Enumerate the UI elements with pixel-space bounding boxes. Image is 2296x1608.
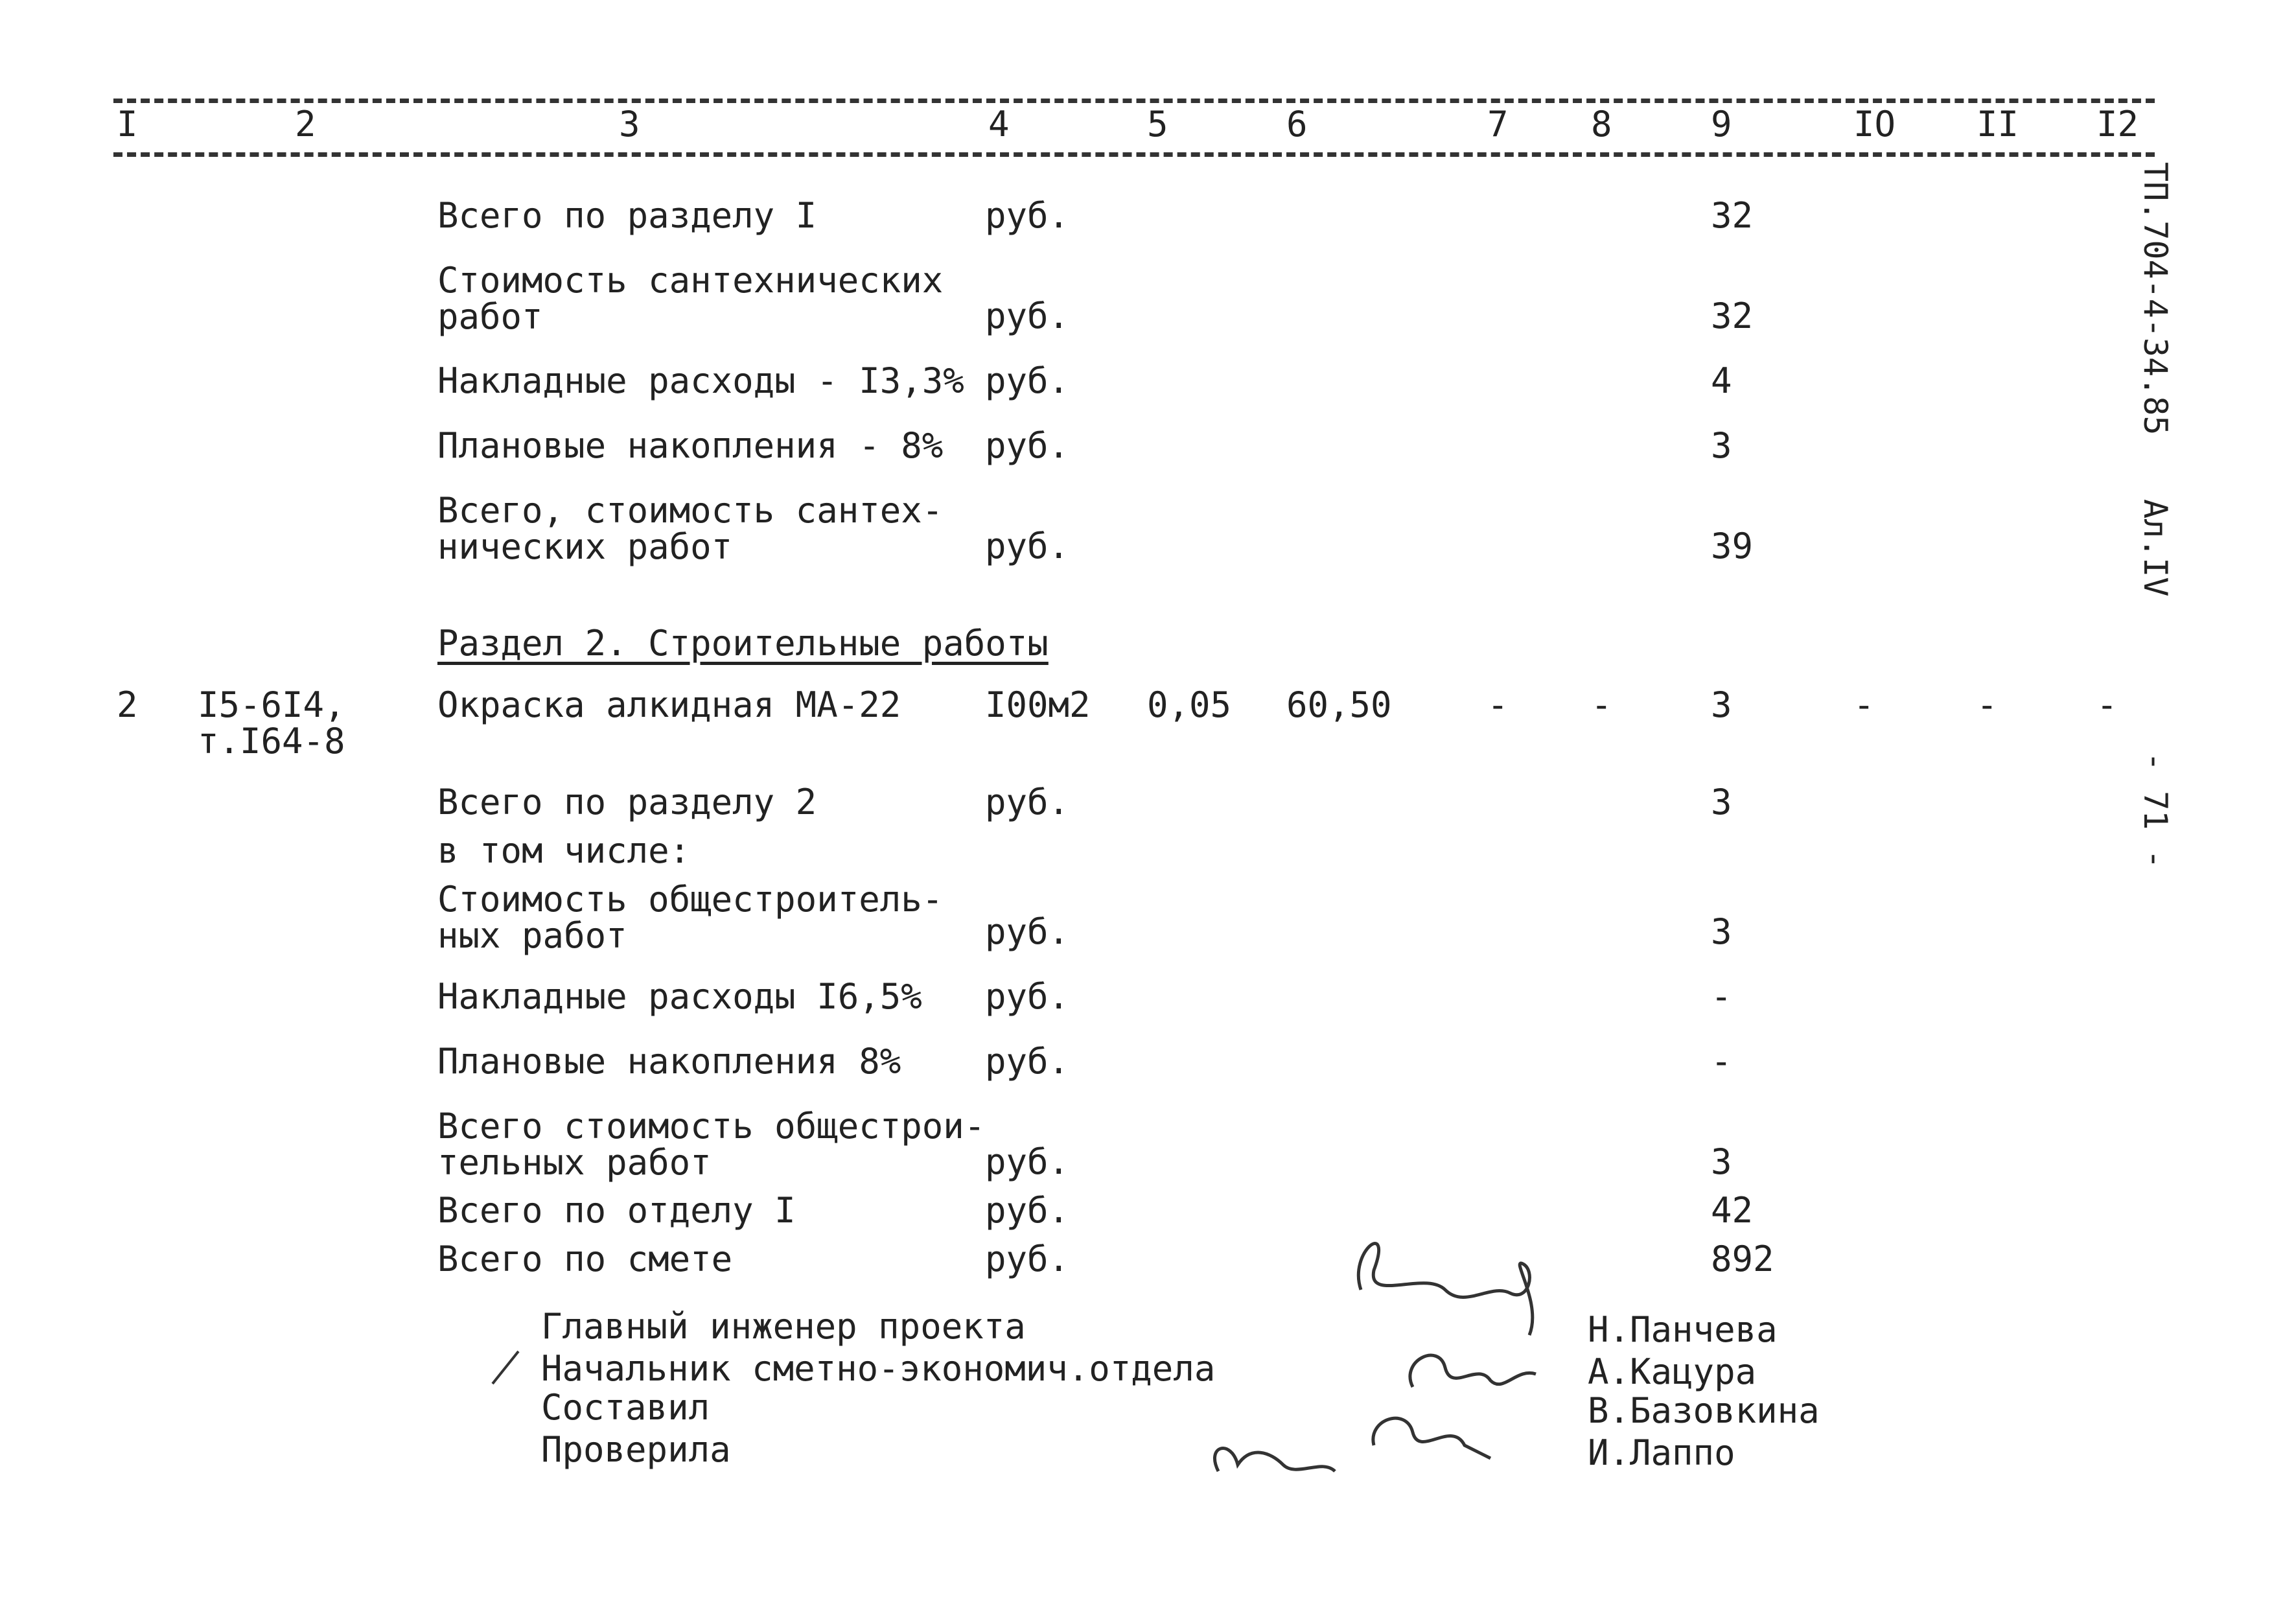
row-name: Окраска алкидная МА-22 <box>437 684 901 725</box>
row-total: 42 <box>1711 1190 1754 1231</box>
row-quantity: 0,05 <box>1147 684 1232 725</box>
row-total: 32 <box>1711 195 1754 236</box>
signer-name: Н.Панчева <box>1588 1309 1778 1350</box>
signer-title: Составил <box>541 1387 710 1428</box>
signer-title: Проверила <box>541 1429 731 1470</box>
row-unit: руб. <box>985 425 1070 466</box>
signature-checker <box>1214 1449 1335 1471</box>
row-col10: - <box>1853 684 1875 725</box>
row-name: в том числе: <box>437 830 691 871</box>
side-album-label: Ал.IV <box>2137 499 2174 597</box>
column-number-5: 5 <box>1147 104 1168 145</box>
row-unit: руб. <box>985 782 1070 822</box>
row-unit-price: 60,50 <box>1286 684 1392 725</box>
row-name: Всего по разделу 2 <box>437 782 817 822</box>
row-unit: руб. <box>985 1190 1070 1231</box>
section-heading: Раздел 2. Строительные работы <box>437 623 1049 664</box>
row-unit: руб. <box>985 1041 1070 1082</box>
row-code: I5-6I4, т.I64-8 <box>198 684 345 762</box>
row-name: Стоимость общестроитель- ных работ <box>437 879 944 956</box>
row-unit: руб. <box>985 195 1070 236</box>
column-number-1: I <box>117 104 138 145</box>
column-number-3: 3 <box>619 104 640 145</box>
row-total: 3 <box>1711 911 1732 952</box>
row-name: Всего, стоимость сантех- нических работ <box>437 490 944 567</box>
row-name: Всего по отделу I <box>437 1190 796 1231</box>
row-total: 3 <box>1711 782 1732 822</box>
row-total: 39 <box>1711 526 1754 566</box>
column-number-12: I2 <box>2096 104 2139 145</box>
row-unit: I00м2 <box>985 684 1091 725</box>
signature-compiler <box>1373 1418 1490 1458</box>
row-unit: руб. <box>985 1239 1070 1279</box>
side-document-code: ТП.704-4-34.85 <box>2137 162 2174 436</box>
row-name: Плановые накопления 8% <box>437 1041 901 1082</box>
signature-head-of-department <box>1410 1355 1536 1387</box>
column-number-10: IO <box>1853 104 1896 145</box>
row-total: 3 <box>1711 684 1732 725</box>
column-number-9: 9 <box>1711 104 1732 145</box>
row-name: Накладные расходы I6,5% <box>437 976 922 1017</box>
row-unit: руб. <box>985 360 1070 401</box>
signer-title: Главный инженер проекта <box>541 1306 1026 1347</box>
row-name: Всего по разделу I <box>437 195 817 236</box>
row-name: Стоимость сантехнических работ <box>437 260 944 337</box>
pencil-mark <box>493 1351 518 1384</box>
signer-name: А.Кацура <box>1588 1351 1757 1392</box>
row-col8: - <box>1591 684 1612 725</box>
row-total: 892 <box>1711 1239 1774 1279</box>
column-number-8: 8 <box>1591 104 1612 145</box>
column-number-4: 4 <box>988 104 1010 145</box>
row-name: Накладные расходы - I3,3% <box>437 360 964 401</box>
column-number-11: II <box>1977 104 2019 145</box>
row-total: 32 <box>1711 296 1754 336</box>
row-total: - <box>1711 1041 1732 1082</box>
row-total: - <box>1711 976 1732 1017</box>
row-unit: руб. <box>985 1141 1070 1182</box>
column-number-2: 2 <box>295 104 316 145</box>
row-total: 3 <box>1711 1141 1732 1182</box>
row-col11: - <box>1977 684 1998 725</box>
column-number-7: 7 <box>1487 104 1509 145</box>
row-number: 2 <box>117 684 138 725</box>
row-col12: - <box>2096 684 2118 725</box>
row-unit: руб. <box>985 976 1070 1017</box>
row-unit: руб. <box>985 911 1070 952</box>
row-total: 4 <box>1711 360 1732 401</box>
row-total: 3 <box>1711 425 1732 466</box>
row-unit: руб. <box>985 296 1070 336</box>
row-name: Всего стоимость общестрои- тельных работ <box>437 1106 986 1183</box>
row-name: Плановые накопления - 8% <box>437 425 944 466</box>
side-page-number: - 71 - <box>2137 752 2174 869</box>
signature-chief-engineer <box>1358 1244 1532 1335</box>
row-unit: руб. <box>985 526 1070 566</box>
signer-title: Начальник сметно-экономич.отдела <box>541 1348 1216 1389</box>
signer-name: И.Лаппо <box>1588 1432 1735 1473</box>
signer-name: В.Базовкина <box>1588 1390 1820 1431</box>
row-col7: - <box>1487 684 1509 725</box>
column-number-6: 6 <box>1286 104 1308 145</box>
row-name: Всего по смете <box>437 1239 733 1279</box>
